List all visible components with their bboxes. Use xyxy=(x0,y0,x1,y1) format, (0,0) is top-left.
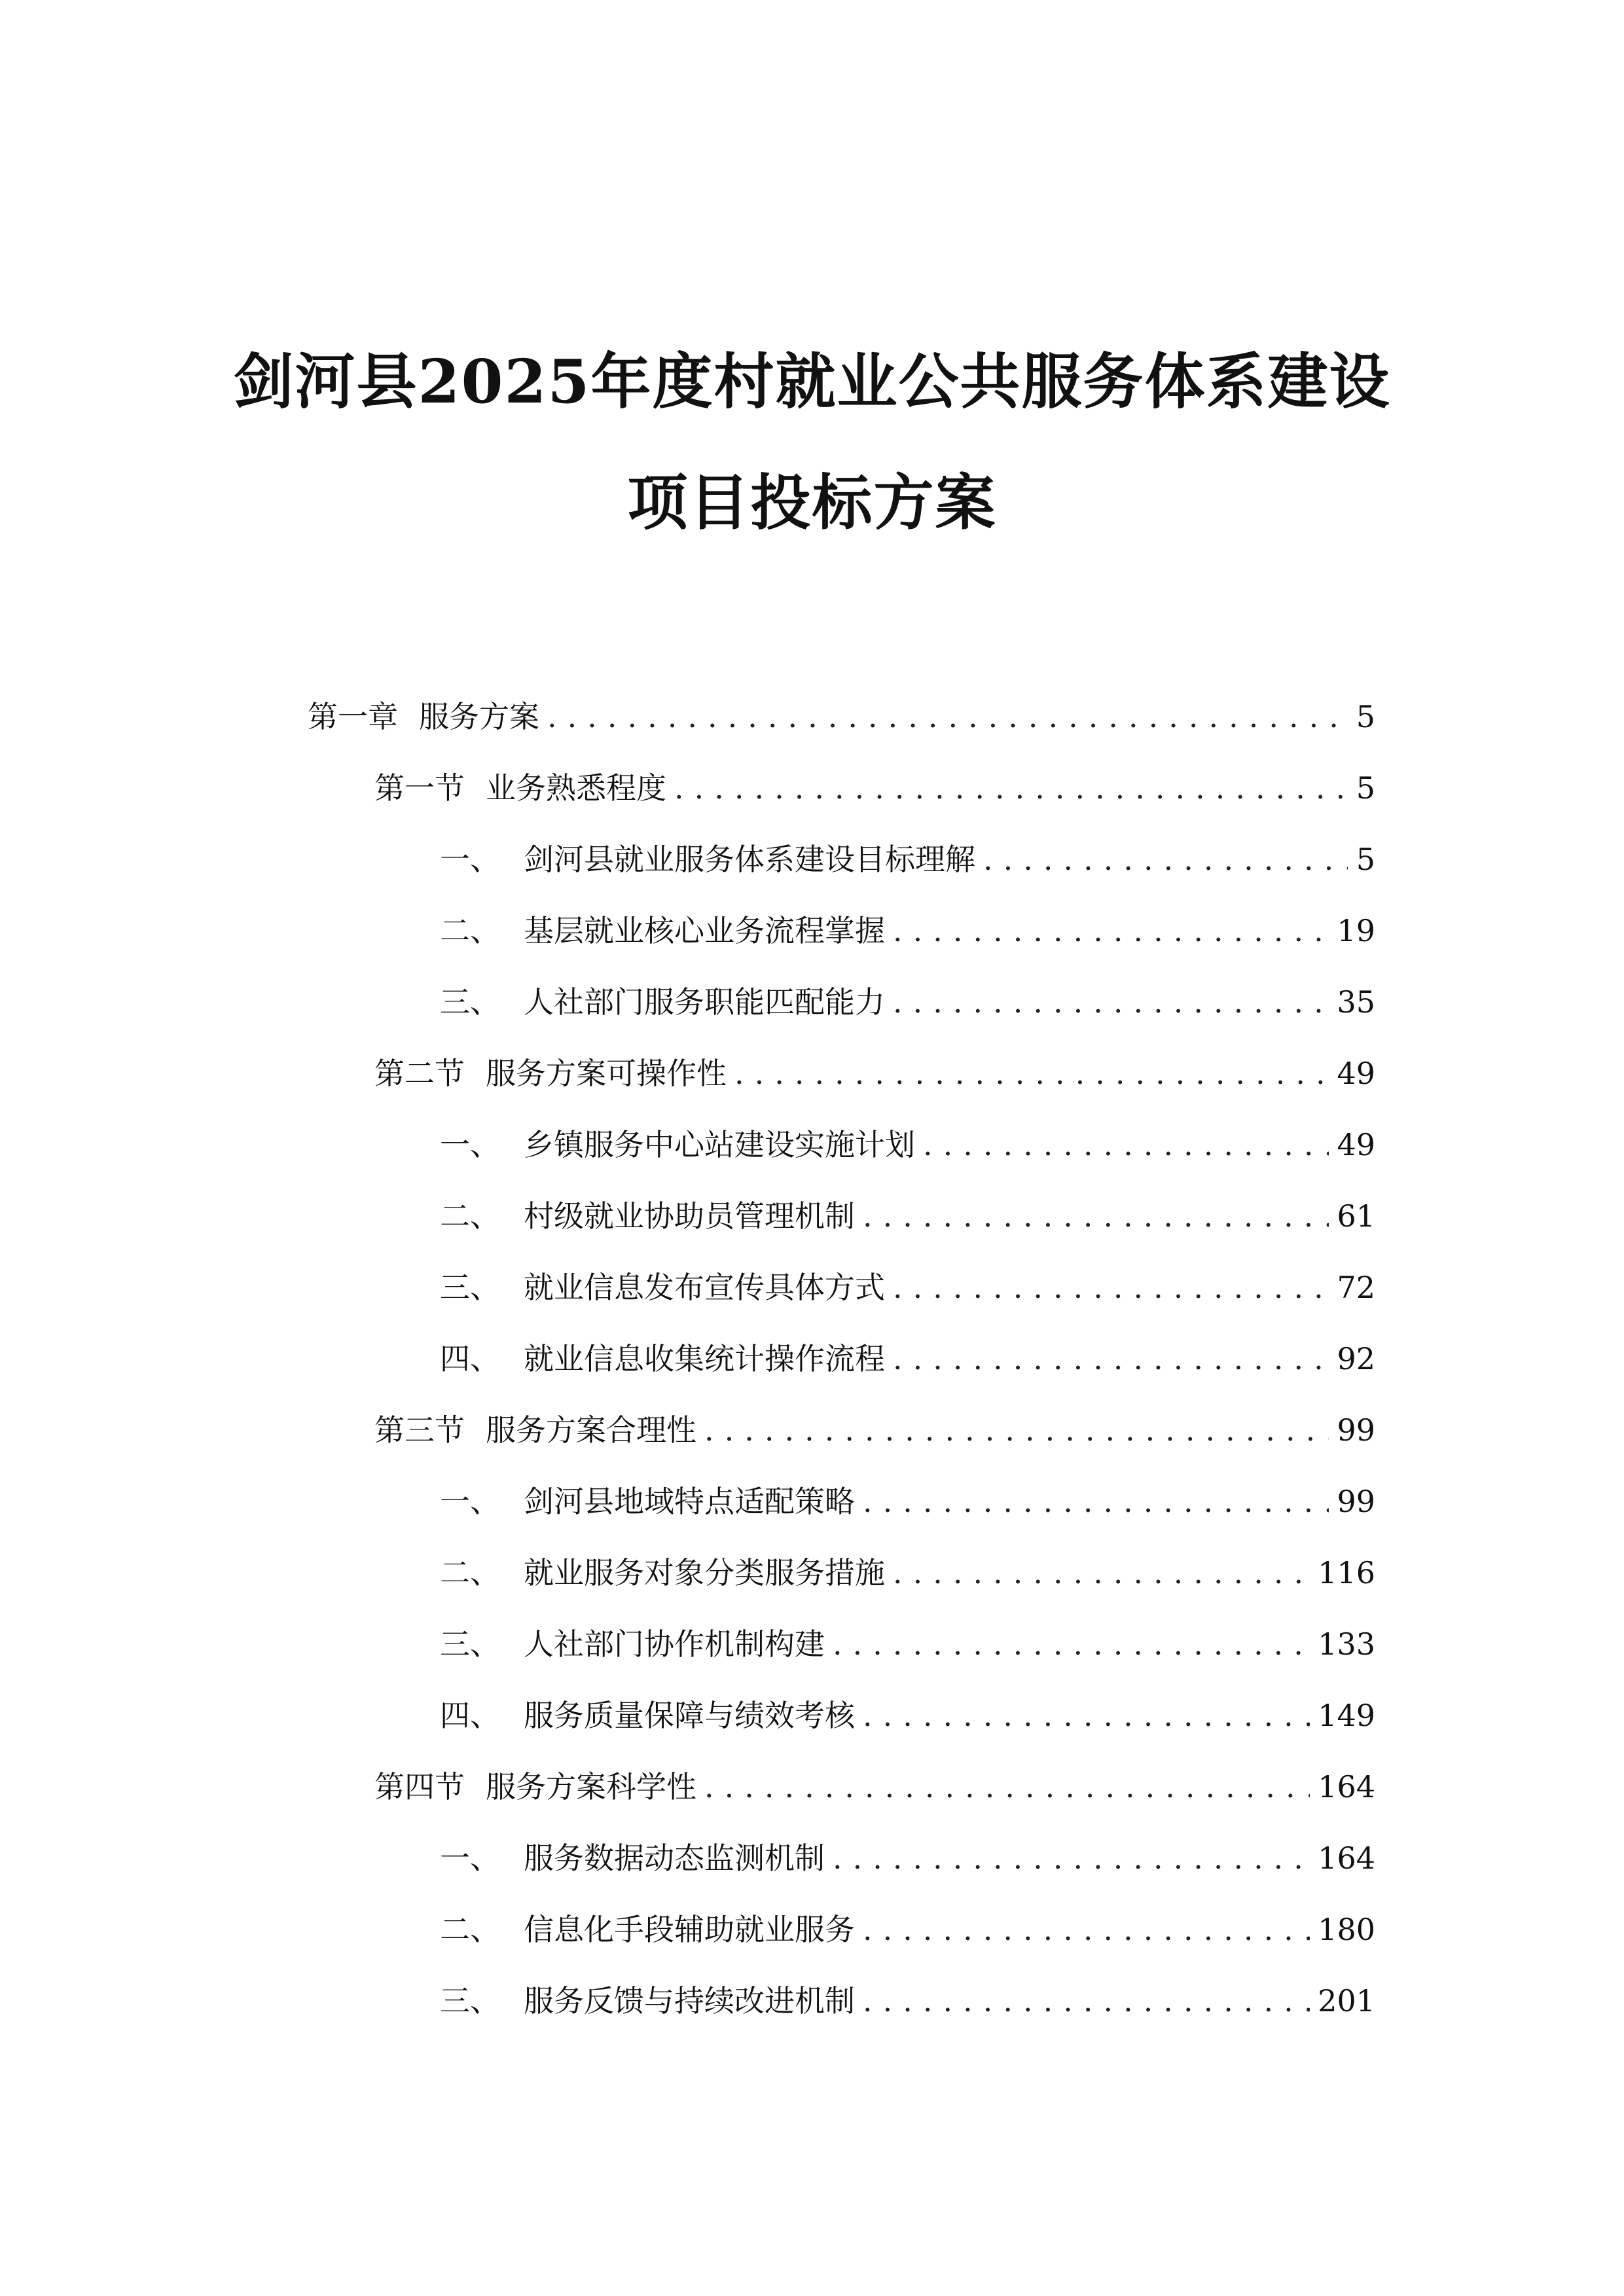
toc-entry-label: 村级就业协助员管理机制 xyxy=(524,1198,855,1234)
toc-leader-dots xyxy=(704,1764,1310,1810)
toc-entry-number: 第三节 xyxy=(374,1412,465,1448)
toc-entry-page: 19 xyxy=(1337,913,1375,948)
toc-entry-page: 149 xyxy=(1318,1698,1375,1733)
toc-entry-number: 二、 xyxy=(440,1912,500,1947)
toc-entry-page: 133 xyxy=(1318,1626,1375,1662)
toc-entry[interactable] xyxy=(440,1265,1375,1310)
toc-entry-number: 一、 xyxy=(440,1840,500,1876)
toc-entry-number: 一、 xyxy=(440,842,500,877)
toc-leader-dots xyxy=(923,1122,1329,1168)
toc-leader-dots xyxy=(893,1265,1329,1310)
toc-entry[interactable] xyxy=(440,1693,1375,1738)
toc-leader-dots xyxy=(863,1193,1329,1239)
toc-entry-number: 四、 xyxy=(440,1698,500,1733)
toc-entry-number: 二、 xyxy=(440,1555,500,1590)
toc-entry-number: 二、 xyxy=(440,1198,500,1234)
toc-entry[interactable] xyxy=(440,1122,1375,1168)
toc-entry-label: 剑河县就业服务体系建设目标理解 xyxy=(524,842,975,877)
toc-entry-number: 三、 xyxy=(440,1626,500,1662)
toc-entry[interactable] xyxy=(440,836,1375,882)
toc-leader-dots xyxy=(833,1621,1310,1667)
toc-entry-number: 第二节 xyxy=(374,1056,465,1091)
toc-leader-dots xyxy=(983,836,1348,882)
toc-entry-page: 116 xyxy=(1318,1555,1375,1590)
toc-entry-number: 一、 xyxy=(440,1127,500,1162)
toc-entry-label: 就业服务对象分类服务措施 xyxy=(524,1555,885,1590)
toc-entry-label: 服务反馈与持续改进机制 xyxy=(524,1983,855,2018)
toc-entry-page: 49 xyxy=(1337,1127,1375,1162)
toc-entry[interactable] xyxy=(374,1764,1375,1810)
toc-entry-number: 二、 xyxy=(440,913,500,948)
toc-entry-page: 180 xyxy=(1318,1912,1375,1947)
toc-entry[interactable] xyxy=(440,1479,1375,1524)
toc-entry-page: 61 xyxy=(1337,1198,1375,1234)
toc-leader-dots xyxy=(833,1835,1310,1881)
toc-entry-page: 92 xyxy=(1337,1341,1375,1376)
toc-leader-dots xyxy=(863,1907,1310,1952)
toc-entry-label: 基层就业核心业务流程掌握 xyxy=(524,913,885,948)
toc-entry-label: 服务方案科学性 xyxy=(486,1769,696,1804)
toc-entry[interactable] xyxy=(374,1407,1375,1453)
toc-leader-dots xyxy=(893,908,1329,954)
toc-entry-page: 72 xyxy=(1337,1270,1375,1305)
toc-entry[interactable] xyxy=(440,1550,1375,1596)
toc-leader-dots xyxy=(893,979,1329,1025)
document-title-line-1: 剑河县2025年度村就业公共服务体系建设 xyxy=(233,346,1391,417)
toc-entry-label: 业务熟悉程度 xyxy=(486,770,666,806)
toc-entry-label: 人社部门协作机制构建 xyxy=(524,1626,825,1662)
toc-entry-number: 第一节 xyxy=(374,770,465,806)
toc-entry[interactable] xyxy=(374,1050,1375,1096)
toc-entry-label: 乡镇服务中心站建设实施计划 xyxy=(524,1127,915,1162)
toc-leader-dots xyxy=(893,1550,1310,1596)
toc-entry-label: 人社部门服务职能匹配能力 xyxy=(524,984,885,1020)
toc-entry[interactable] xyxy=(374,765,1375,811)
toc-entry-number: 三、 xyxy=(440,1270,500,1305)
toc-entry-page: 99 xyxy=(1337,1412,1375,1448)
toc-entry-page: 201 xyxy=(1318,1983,1375,2018)
toc-entry-label: 信息化手段辅助就业服务 xyxy=(524,1912,855,1947)
toc-entry[interactable] xyxy=(440,908,1375,954)
toc-leader-dots xyxy=(863,1479,1329,1524)
toc-entry-page: 99 xyxy=(1337,1484,1375,1519)
toc-entry[interactable] xyxy=(440,1835,1375,1881)
toc-entry-label: 就业信息发布宣传具体方式 xyxy=(524,1270,885,1305)
document-title-line-2: 项目投标方案 xyxy=(627,467,997,538)
toc-leader-dots xyxy=(674,765,1348,811)
toc-entry-page: 5 xyxy=(1356,770,1375,806)
toc-entry-page: 164 xyxy=(1318,1840,1375,1876)
toc-leader-dots xyxy=(863,1978,1310,2024)
toc-entry[interactable] xyxy=(440,1978,1375,2024)
toc-entry-page: 35 xyxy=(1337,984,1375,1020)
table-of-contents xyxy=(0,694,1624,2068)
toc-leader-dots xyxy=(547,694,1348,740)
toc-entry-label: 就业信息收集统计操作流程 xyxy=(524,1341,885,1376)
toc-leader-dots xyxy=(734,1050,1329,1096)
toc-entry-label: 服务数据动态监测机制 xyxy=(524,1840,825,1876)
toc-entry-page: 5 xyxy=(1356,699,1375,734)
toc-entry-number: 第一章 xyxy=(308,699,398,734)
toc-entry-page: 164 xyxy=(1318,1769,1375,1804)
toc-entry-label: 服务质量保障与绩效考核 xyxy=(524,1698,855,1733)
toc-leader-dots xyxy=(893,1336,1329,1382)
toc-entry-number: 第四节 xyxy=(374,1769,465,1804)
toc-entry-label: 剑河县地域特点适配策略 xyxy=(524,1484,855,1519)
toc-entry[interactable] xyxy=(440,1907,1375,1952)
toc-entry-label: 服务方案 xyxy=(419,699,539,734)
toc-entry-label: 服务方案可操作性 xyxy=(486,1056,727,1091)
toc-entry-number: 三、 xyxy=(440,1983,500,2018)
toc-entry[interactable] xyxy=(440,979,1375,1025)
toc-entry-number: 一、 xyxy=(440,1484,500,1519)
toc-entry-number: 四、 xyxy=(440,1341,500,1376)
toc-entry[interactable] xyxy=(308,694,1375,740)
toc-entry-page: 5 xyxy=(1356,842,1375,877)
toc-entry-label: 服务方案合理性 xyxy=(486,1412,696,1448)
toc-entry[interactable] xyxy=(440,1193,1375,1239)
toc-entry[interactable] xyxy=(440,1336,1375,1382)
toc-entry[interactable] xyxy=(440,1621,1375,1667)
toc-entry-page: 49 xyxy=(1337,1056,1375,1091)
toc-entry-number: 三、 xyxy=(440,984,500,1020)
toc-leader-dots xyxy=(704,1407,1329,1453)
toc-leader-dots xyxy=(863,1693,1310,1738)
